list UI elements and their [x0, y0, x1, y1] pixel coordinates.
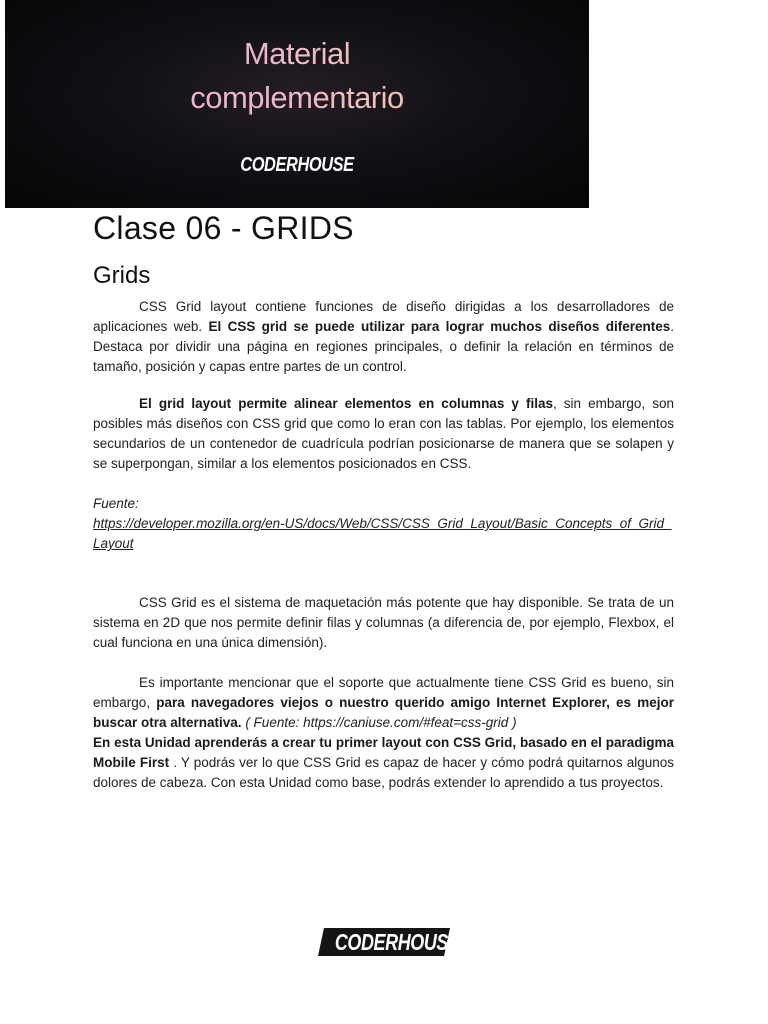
- source-link[interactable]: https://developer.mozilla.org/en-US/docs/Web/CSS/CSS_Grid_Layout/Basic_Concepts_of_Grid_Layout: [93, 516, 672, 551]
- paragraph-text: . Destaca por dividir una página en regiones principales, o definir la relación en términos de tamaño, posición y capas entre partes de un control.: [93, 319, 674, 374]
- banner-title-line2: complementario: [190, 80, 404, 115]
- document-title: Clase 06 - GRIDS: [93, 210, 354, 246]
- banner-coderhouse-logo: CODERHOUSE: [240, 154, 354, 176]
- paragraph-intro: [93, 297, 674, 377]
- banner-title: [5, 32, 589, 120]
- footer-coderhouse-logo: [318, 928, 460, 956]
- paragraph-grid-system: CSS Grid es el sistema de maquetación más potente que hay disponible. Se trata de un sistema en 2D que nos permite definir filas y columnas (a diferencia de, por ejemplo, Flexbox, el cual funciona en una única dimensión).: [93, 595, 674, 650]
- document-body: [93, 208, 674, 793]
- paragraph-grid-layout: [93, 394, 674, 474]
- header-banner: [5, 0, 589, 208]
- paragraph-text: Es importante mencionar que el soporte que actualmente tiene CSS Grid es bueno, sin embargo,: [93, 675, 674, 710]
- paragraph-bold-text: El CSS grid se puede utilizar para lograr muchos diseños diferentes: [208, 319, 671, 334]
- footer-logo-text: CODERHOUSE: [334, 929, 460, 955]
- source-citation: [93, 494, 674, 554]
- section-title: Grids: [93, 262, 151, 289]
- paragraph-italic-source: ( Fuente: https://caniuse.com/#feat=css-grid ): [241, 715, 517, 730]
- paragraph-unit: [93, 733, 674, 793]
- paragraph-text: CSS Grid layout contiene funciones de diseño dirigidas a los desarrolladores de aplicaciones web.: [93, 299, 674, 334]
- paragraph-text: , sin embargo, son posibles más diseños con CSS grid que como lo eran con las tablas. Por ejemplo, los elementos secundarios de un contenedor de cuadrícula podrían posicionarse de manera que se solapen y se superpongan, similar a los elementos posicionados en CSS.: [93, 396, 674, 471]
- banner-title-line1: Material: [243, 36, 351, 71]
- paragraph-bold-text: En esta Unidad aprenderás a crear tu primer layout con CSS Grid, basado en el paradigma Mobile First: [93, 735, 674, 770]
- paragraph-support: [93, 673, 674, 733]
- paragraph-text: . Y podrás ver lo que CSS Grid es capaz de hacer y cómo podrá quitarnos algunos dolores de cabeza. Con esta Unidad como base, podrás extender lo aprendido a tus proyectos.: [93, 755, 674, 790]
- paragraph-bold-text: El grid layout permite alinear elementos en columnas y filas: [139, 396, 553, 411]
- source-label: Fuente:: [93, 496, 139, 511]
- paragraph-bold-text: para navegadores viejos o nuestro querido amigo Internet Explorer, es mejor buscar otra alternativa.: [93, 695, 674, 730]
